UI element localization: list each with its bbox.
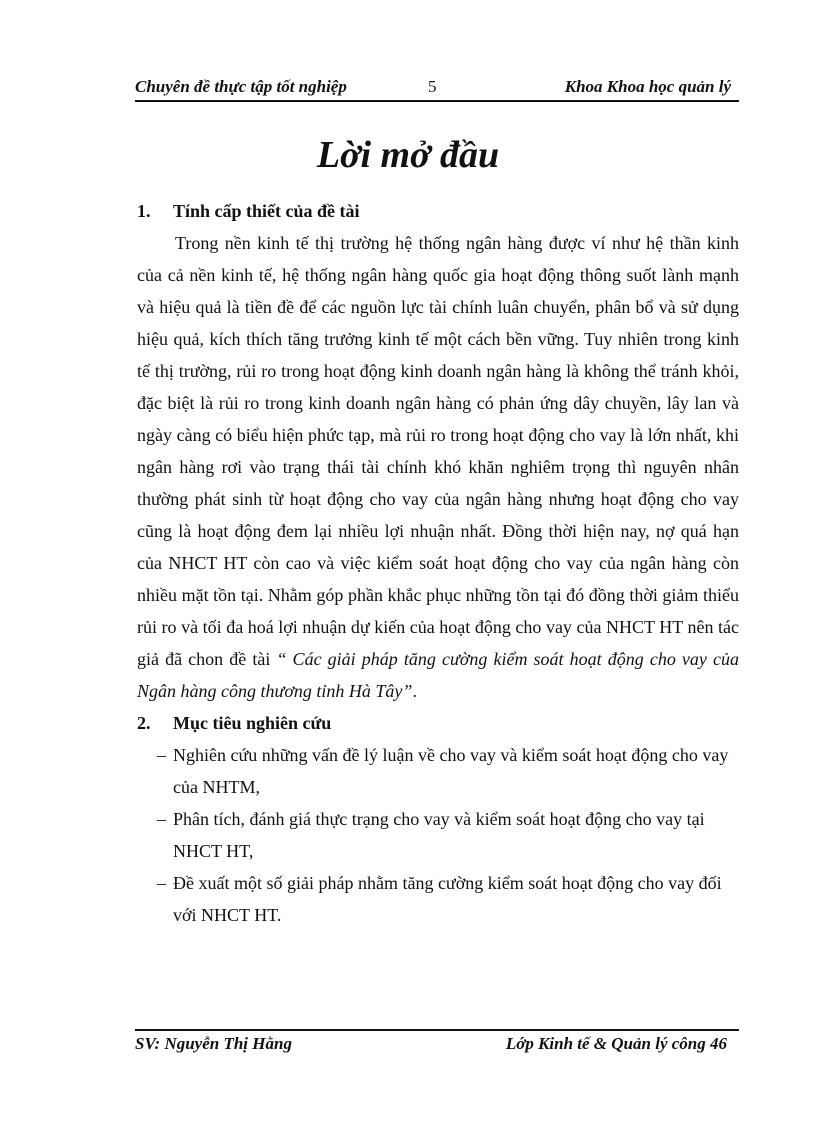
list-item bbox=[137, 803, 739, 867]
section-number: 2. bbox=[137, 713, 151, 733]
section-paragraph bbox=[137, 227, 739, 707]
page-title: Lời mở đầu bbox=[316, 134, 500, 176]
footer-class-name: Lớp Kinh tế & Quản lý công 46 bbox=[505, 1034, 727, 1053]
list-item bbox=[137, 867, 739, 931]
list-item-text: Phân tích, đánh giá thực trạng cho vay và kiểm soát hoạt động cho vay tại NHCT HT, bbox=[173, 809, 705, 861]
paragraph-text: Trong nền kinh tế thị trường hệ thống ngân hàng được ví như hệ thần kinh của cả nền kinh tế, hệ thống ngân hàng quốc gia hoạt động thông suốt lành mạnh và hiệu quả là tiền đề để các nguồn lực tài chính luân chuyển, phân bổ và sử dụng hiệu quả, kích thích tăng trưởng kinh tế một cách bền vững. Tuy nhiên trong kinh tế thị trường, rủi ro trong hoạt động kinh doanh ngân hàng là không thể tránh khỏi, đặc biệt là rủi ro trong kinh doanh ngân hàng có phản ứng dây chuyền, lây lan và ngày càng có biểu hiện phức tạp, mà rủi ro trong hoạt động cho vay là lớn nhất, khi ngân hàng rơi vào trạng thái tài chính khó khăn nghiêm trọng thì nguyên nhân thường phát sinh từ hoạt động cho vay của ngân hàng nhưng hoạt động cho vay cũng là hoạt động đem lại nhiều lợi nhuận nhất. Đồng thời hiện nay, nợ quá hạn của NHCT HT còn cao và việc kiểm soát hoạt động cho vay của ngân hàng còn nhiều mặt tồn tại. Nhằm góp phần khắc phục những tồn tại đó đồng thời giảm thiểu rủi ro và tối đa hoá lợi nhuận dự kiến của hoạt động cho vay của NHCT HT nên tác giả đã chon đề tài bbox=[137, 233, 739, 669]
main-content bbox=[137, 195, 739, 931]
page-header bbox=[135, 76, 739, 102]
section-heading-2 bbox=[137, 707, 739, 739]
header-document-type: Chuyên đề thực tập tốt nghiệp bbox=[135, 77, 347, 96]
list-item-text: Đề xuất một số giải pháp nhằm tăng cường kiểm soát hoạt động cho vay đối với NHCT HT. bbox=[173, 873, 722, 925]
thesis-title-quote: “ Các giải pháp tăng cường kiểm soát hoạt động cho vay của Ngân hàng công thương tỉnh Hà Tây” bbox=[137, 649, 739, 701]
footer-student-name: SV: Nguyễn Thị Hằng bbox=[135, 1034, 292, 1053]
section-title: Mục tiêu nghiên cứu bbox=[173, 713, 332, 733]
section-number: 1. bbox=[137, 201, 151, 221]
paragraph-end: . bbox=[412, 681, 417, 701]
dash-bullet: – bbox=[157, 809, 166, 829]
research-goals-list bbox=[137, 739, 739, 931]
list-item-text: Nghiên cứu những vấn đề lý luận về cho vay và kiểm soát hoạt động cho vay của NHTM, bbox=[173, 745, 729, 797]
section-title: Tính cấp thiết của đề tài bbox=[173, 201, 360, 221]
dash-bullet: – bbox=[157, 873, 166, 893]
section-heading-1 bbox=[137, 195, 739, 227]
page-footer bbox=[135, 1029, 739, 1059]
header-faculty: Khoa Khoa học quản lý bbox=[564, 77, 731, 96]
dash-bullet: – bbox=[157, 745, 166, 765]
list-item bbox=[137, 739, 739, 803]
page-number: 5 bbox=[428, 77, 437, 96]
